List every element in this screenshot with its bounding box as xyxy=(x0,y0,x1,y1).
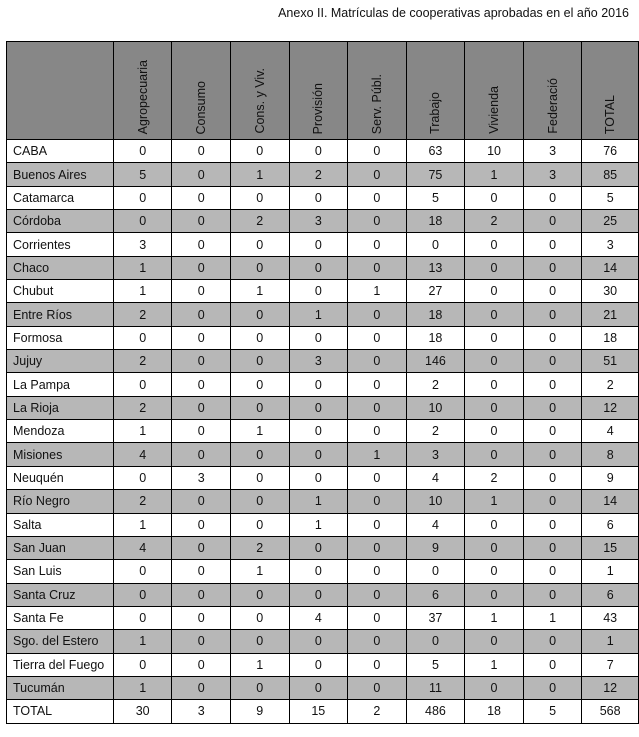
value-cell: 10 xyxy=(465,140,524,163)
value-cell: 9 xyxy=(231,700,290,723)
value-cell: 0 xyxy=(231,630,290,653)
column-header: Vivienda xyxy=(465,42,524,140)
table-row xyxy=(7,490,639,513)
value-cell: 1 xyxy=(113,676,172,699)
value-cell: 1 xyxy=(231,420,290,443)
table-row xyxy=(7,630,639,653)
value-cell: 146 xyxy=(406,350,465,373)
value-cell: 0 xyxy=(465,280,524,303)
value-cell: 0 xyxy=(348,303,407,326)
table-row xyxy=(7,163,639,186)
province-name: Neuquén xyxy=(7,466,114,489)
value-cell: 0 xyxy=(465,513,524,536)
value-cell: 0 xyxy=(348,163,407,186)
value-cell: 8 xyxy=(582,443,639,466)
value-cell: 11 xyxy=(406,676,465,699)
province-name: Chaco xyxy=(7,256,114,279)
value-cell: 18 xyxy=(406,303,465,326)
value-cell: 4 xyxy=(289,606,348,629)
value-cell: 0 xyxy=(172,163,231,186)
value-cell: 0 xyxy=(231,443,290,466)
value-cell: 0 xyxy=(231,606,290,629)
value-cell: 30 xyxy=(582,280,639,303)
value-cell: 0 xyxy=(289,373,348,396)
table-row xyxy=(7,350,639,373)
value-cell: 5 xyxy=(113,163,172,186)
province-name: La Pampa xyxy=(7,373,114,396)
value-cell: 0 xyxy=(172,513,231,536)
value-cell: 14 xyxy=(582,256,639,279)
header-corner-cell xyxy=(7,42,114,140)
value-cell: 0 xyxy=(348,140,407,163)
value-cell: 0 xyxy=(231,140,290,163)
value-cell: 0 xyxy=(289,443,348,466)
table-row xyxy=(7,606,639,629)
value-cell: 0 xyxy=(523,303,582,326)
value-cell: 0 xyxy=(406,560,465,583)
value-cell: 1 xyxy=(582,560,639,583)
table-row xyxy=(7,466,639,489)
value-cell: 0 xyxy=(523,653,582,676)
province-name: Mendoza xyxy=(7,420,114,443)
value-cell: 1 xyxy=(465,653,524,676)
value-cell: 0 xyxy=(172,583,231,606)
value-cell: 0 xyxy=(289,653,348,676)
value-cell: 0 xyxy=(172,233,231,256)
value-cell: 0 xyxy=(348,256,407,279)
value-cell: 0 xyxy=(172,210,231,233)
value-cell: 4 xyxy=(113,443,172,466)
table-row xyxy=(7,210,639,233)
value-cell: 0 xyxy=(348,233,407,256)
value-cell: 15 xyxy=(289,700,348,723)
value-cell: 0 xyxy=(172,280,231,303)
value-cell: 3 xyxy=(406,443,465,466)
value-cell: 0 xyxy=(289,256,348,279)
value-cell: 3 xyxy=(289,350,348,373)
value-cell: 27 xyxy=(406,280,465,303)
province-name: Santa Fe xyxy=(7,606,114,629)
value-cell: 3 xyxy=(172,466,231,489)
value-cell: 0 xyxy=(523,373,582,396)
value-cell: 3 xyxy=(172,700,231,723)
value-cell: 1 xyxy=(348,443,407,466)
value-cell: 0 xyxy=(172,443,231,466)
value-cell: 0 xyxy=(289,583,348,606)
value-cell: 0 xyxy=(523,210,582,233)
table-row xyxy=(7,443,639,466)
table-row xyxy=(7,373,639,396)
value-cell: 0 xyxy=(113,653,172,676)
value-cell: 18 xyxy=(465,700,524,723)
value-cell: 75 xyxy=(406,163,465,186)
value-cell: 37 xyxy=(406,606,465,629)
value-cell: 0 xyxy=(231,396,290,419)
value-cell: 0 xyxy=(348,653,407,676)
value-cell: 0 xyxy=(523,396,582,419)
value-cell: 0 xyxy=(523,326,582,349)
province-name: Río Negro xyxy=(7,490,114,513)
total-row xyxy=(7,700,639,723)
column-header: Federació xyxy=(523,42,582,140)
value-cell: 85 xyxy=(582,163,639,186)
table-caption: Anexo II. Matrículas de cooperativas aprobadas en el año 2016 xyxy=(278,6,629,20)
value-cell: 0 xyxy=(465,233,524,256)
value-cell: 0 xyxy=(523,583,582,606)
table-row xyxy=(7,396,639,419)
province-name: Formosa xyxy=(7,326,114,349)
value-cell: 25 xyxy=(582,210,639,233)
value-cell: 3 xyxy=(582,233,639,256)
value-cell: 0 xyxy=(348,490,407,513)
value-cell: 0 xyxy=(465,676,524,699)
value-cell: 0 xyxy=(523,536,582,559)
value-cell: 0 xyxy=(523,630,582,653)
value-cell: 0 xyxy=(465,560,524,583)
value-cell: 0 xyxy=(348,606,407,629)
value-cell: 0 xyxy=(523,256,582,279)
value-cell: 0 xyxy=(172,256,231,279)
value-cell: 76 xyxy=(582,140,639,163)
value-cell: 9 xyxy=(406,536,465,559)
value-cell: 0 xyxy=(523,186,582,209)
value-cell: 1 xyxy=(231,280,290,303)
table-row xyxy=(7,420,639,443)
province-name: CABA xyxy=(7,140,114,163)
value-cell: 0 xyxy=(231,466,290,489)
province-name: Santa Cruz xyxy=(7,583,114,606)
province-name: TOTAL xyxy=(7,700,114,723)
value-cell: 0 xyxy=(289,186,348,209)
province-name: Catamarca xyxy=(7,186,114,209)
table-row xyxy=(7,303,639,326)
value-cell: 0 xyxy=(231,256,290,279)
value-cell: 0 xyxy=(172,303,231,326)
value-cell: 5 xyxy=(523,700,582,723)
province-name: Tierra del Fuego xyxy=(7,653,114,676)
value-cell: 0 xyxy=(289,630,348,653)
value-cell: 63 xyxy=(406,140,465,163)
table-row xyxy=(7,653,639,676)
value-cell: 2 xyxy=(113,396,172,419)
table-row xyxy=(7,233,639,256)
value-cell: 0 xyxy=(113,606,172,629)
value-cell: 1 xyxy=(231,560,290,583)
value-cell: 13 xyxy=(406,256,465,279)
value-cell: 18 xyxy=(406,210,465,233)
value-cell: 1 xyxy=(289,490,348,513)
value-cell: 0 xyxy=(465,303,524,326)
value-cell: 0 xyxy=(406,233,465,256)
province-name: Córdoba xyxy=(7,210,114,233)
province-name: Entre Ríos xyxy=(7,303,114,326)
value-cell: 0 xyxy=(113,210,172,233)
value-cell: 0 xyxy=(289,233,348,256)
value-cell: 5 xyxy=(406,653,465,676)
value-cell: 0 xyxy=(348,373,407,396)
value-cell: 0 xyxy=(289,560,348,583)
value-cell: 0 xyxy=(172,676,231,699)
value-cell: 0 xyxy=(231,303,290,326)
value-cell: 0 xyxy=(465,350,524,373)
value-cell: 6 xyxy=(582,583,639,606)
value-cell: 0 xyxy=(523,490,582,513)
value-cell: 2 xyxy=(348,700,407,723)
value-cell: 0 xyxy=(289,396,348,419)
value-cell: 14 xyxy=(582,490,639,513)
value-cell: 0 xyxy=(289,676,348,699)
value-cell: 6 xyxy=(406,583,465,606)
table-row xyxy=(7,536,639,559)
value-cell: 0 xyxy=(465,630,524,653)
table-row xyxy=(7,186,639,209)
table-row xyxy=(7,326,639,349)
value-cell: 3 xyxy=(523,163,582,186)
value-cell: 5 xyxy=(582,186,639,209)
value-cell: 12 xyxy=(582,676,639,699)
value-cell: 0 xyxy=(523,513,582,536)
column-header: Serv. Públ. xyxy=(348,42,407,140)
value-cell: 0 xyxy=(231,373,290,396)
value-cell: 0 xyxy=(465,186,524,209)
table-row xyxy=(7,140,639,163)
value-cell: 0 xyxy=(465,396,524,419)
value-cell: 0 xyxy=(231,490,290,513)
value-cell: 0 xyxy=(465,326,524,349)
value-cell: 0 xyxy=(523,420,582,443)
value-cell: 0 xyxy=(113,560,172,583)
value-cell: 0 xyxy=(465,420,524,443)
value-cell: 0 xyxy=(289,326,348,349)
value-cell: 0 xyxy=(172,536,231,559)
value-cell: 10 xyxy=(406,396,465,419)
province-name: Tucumán xyxy=(7,676,114,699)
value-cell: 0 xyxy=(465,443,524,466)
value-cell: 0 xyxy=(231,583,290,606)
column-header: Consumo xyxy=(172,42,231,140)
value-cell: 1 xyxy=(231,163,290,186)
province-name: San Juan xyxy=(7,536,114,559)
value-cell: 1 xyxy=(465,490,524,513)
value-cell: 0 xyxy=(348,560,407,583)
value-cell: 2 xyxy=(289,163,348,186)
value-cell: 0 xyxy=(231,326,290,349)
value-cell: 0 xyxy=(113,373,172,396)
value-cell: 2 xyxy=(113,490,172,513)
value-cell: 5 xyxy=(406,186,465,209)
value-cell: 0 xyxy=(289,466,348,489)
value-cell: 4 xyxy=(113,536,172,559)
value-cell: 0 xyxy=(231,186,290,209)
value-cell: 0 xyxy=(289,420,348,443)
value-cell: 0 xyxy=(172,326,231,349)
value-cell: 2 xyxy=(406,373,465,396)
value-cell: 0 xyxy=(231,233,290,256)
value-cell: 0 xyxy=(523,233,582,256)
value-cell: 0 xyxy=(172,606,231,629)
value-cell: 15 xyxy=(582,536,639,559)
province-name: La Rioja xyxy=(7,396,114,419)
table-row xyxy=(7,560,639,583)
value-cell: 0 xyxy=(465,583,524,606)
value-cell: 0 xyxy=(465,536,524,559)
value-cell: 2 xyxy=(582,373,639,396)
province-name: Jujuy xyxy=(7,350,114,373)
value-cell: 0 xyxy=(348,326,407,349)
value-cell: 0 xyxy=(348,536,407,559)
value-cell: 0 xyxy=(172,373,231,396)
value-cell: 2 xyxy=(231,210,290,233)
column-header: Agropecuaria xyxy=(113,42,172,140)
province-name: Salta xyxy=(7,513,114,536)
value-cell: 0 xyxy=(231,350,290,373)
value-cell: 0 xyxy=(172,396,231,419)
province-name: Misiones xyxy=(7,443,114,466)
value-cell: 0 xyxy=(289,140,348,163)
value-cell: 4 xyxy=(582,420,639,443)
value-cell: 0 xyxy=(289,280,348,303)
value-cell: 0 xyxy=(289,536,348,559)
value-cell: 1 xyxy=(523,606,582,629)
value-cell: 568 xyxy=(582,700,639,723)
value-cell: 0 xyxy=(523,560,582,583)
value-cell: 0 xyxy=(348,396,407,419)
province-name: Chubut xyxy=(7,280,114,303)
value-cell: 10 xyxy=(406,490,465,513)
value-cell: 51 xyxy=(582,350,639,373)
value-cell: 0 xyxy=(231,676,290,699)
value-cell: 0 xyxy=(172,186,231,209)
value-cell: 0 xyxy=(523,676,582,699)
value-cell: 4 xyxy=(406,513,465,536)
value-cell: 0 xyxy=(348,350,407,373)
value-cell: 30 xyxy=(113,700,172,723)
value-cell: 0 xyxy=(172,140,231,163)
value-cell: 0 xyxy=(113,140,172,163)
value-cell: 0 xyxy=(172,630,231,653)
column-header: Cons. y Viv. xyxy=(231,42,290,140)
value-cell: 3 xyxy=(113,233,172,256)
value-cell: 0 xyxy=(523,350,582,373)
value-cell: 0 xyxy=(172,560,231,583)
value-cell: 0 xyxy=(348,420,407,443)
value-cell: 1 xyxy=(113,630,172,653)
table-row xyxy=(7,256,639,279)
column-header: TOTAL xyxy=(582,42,639,140)
value-cell: 0 xyxy=(465,256,524,279)
value-cell: 0 xyxy=(523,280,582,303)
value-cell: 0 xyxy=(113,186,172,209)
value-cell: 1 xyxy=(582,630,639,653)
value-cell: 1 xyxy=(465,163,524,186)
value-cell: 0 xyxy=(113,326,172,349)
value-cell: 43 xyxy=(582,606,639,629)
table-row xyxy=(7,583,639,606)
value-cell: 2 xyxy=(406,420,465,443)
value-cell: 9 xyxy=(582,466,639,489)
value-cell: 0 xyxy=(231,513,290,536)
value-cell: 1 xyxy=(113,420,172,443)
value-cell: 2 xyxy=(465,210,524,233)
value-cell: 0 xyxy=(348,466,407,489)
value-cell: 0 xyxy=(113,466,172,489)
province-name: Corrientes xyxy=(7,233,114,256)
value-cell: 0 xyxy=(348,210,407,233)
cooperatives-table xyxy=(6,41,639,724)
header-row xyxy=(7,42,639,140)
value-cell: 0 xyxy=(172,420,231,443)
value-cell: 0 xyxy=(348,630,407,653)
value-cell: 1 xyxy=(231,653,290,676)
province-name: Sgo. del Estero xyxy=(7,630,114,653)
value-cell: 3 xyxy=(523,140,582,163)
value-cell: 0 xyxy=(172,490,231,513)
value-cell: 2 xyxy=(113,350,172,373)
value-cell: 1 xyxy=(289,303,348,326)
table-row xyxy=(7,513,639,536)
value-cell: 18 xyxy=(406,326,465,349)
value-cell: 0 xyxy=(348,513,407,536)
value-cell: 0 xyxy=(348,676,407,699)
value-cell: 2 xyxy=(231,536,290,559)
value-cell: 0 xyxy=(406,630,465,653)
value-cell: 1 xyxy=(289,513,348,536)
value-cell: 0 xyxy=(348,583,407,606)
value-cell: 2 xyxy=(465,466,524,489)
value-cell: 6 xyxy=(582,513,639,536)
value-cell: 21 xyxy=(582,303,639,326)
value-cell: 1 xyxy=(465,606,524,629)
province-name: Buenos Aires xyxy=(7,163,114,186)
column-header: Trabajo xyxy=(406,42,465,140)
value-cell: 1 xyxy=(113,280,172,303)
table-row xyxy=(7,676,639,699)
value-cell: 0 xyxy=(523,466,582,489)
value-cell: 0 xyxy=(113,583,172,606)
table-row xyxy=(7,280,639,303)
province-name: San Luis xyxy=(7,560,114,583)
value-cell: 1 xyxy=(113,513,172,536)
value-cell: 0 xyxy=(523,443,582,466)
value-cell: 3 xyxy=(289,210,348,233)
value-cell: 2 xyxy=(113,303,172,326)
value-cell: 1 xyxy=(348,280,407,303)
value-cell: 0 xyxy=(465,373,524,396)
value-cell: 0 xyxy=(172,350,231,373)
value-cell: 4 xyxy=(406,466,465,489)
value-cell: 486 xyxy=(406,700,465,723)
value-cell: 0 xyxy=(348,186,407,209)
value-cell: 18 xyxy=(582,326,639,349)
column-header: Provisión xyxy=(289,42,348,140)
value-cell: 7 xyxy=(582,653,639,676)
value-cell: 0 xyxy=(172,653,231,676)
value-cell: 1 xyxy=(113,256,172,279)
value-cell: 12 xyxy=(582,396,639,419)
